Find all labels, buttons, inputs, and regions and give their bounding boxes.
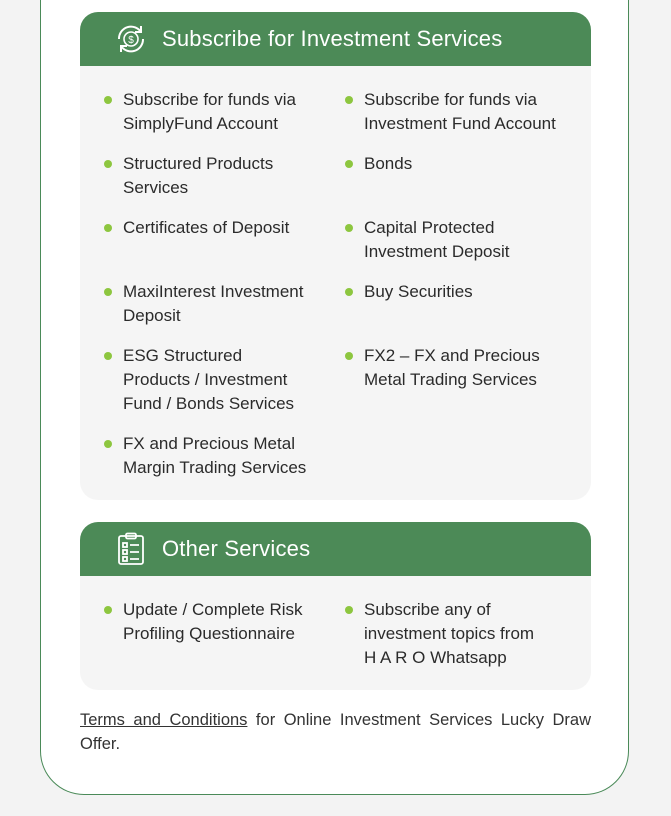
bullet [345,160,353,168]
service-item[interactable]: Bonds [345,152,591,200]
bullet [104,96,112,104]
other-services-card [80,522,591,690]
service-item[interactable]: Subscribe for funds via SimplyFund Account [104,88,345,136]
bullet [345,352,353,360]
investment-services-header [80,12,591,66]
footer-text: for Online Investment Services Lucky Draw Offer. [80,711,591,753]
service-item[interactable]: Buy Securities [345,280,591,328]
terms-link[interactable]: Terms and Conditions [80,711,248,729]
service-item[interactable]: FX2 – FX and Precious Metal Trading Services [345,344,591,416]
service-item[interactable]: Subscribe any of investment topics from H A R O Whatsapp [345,598,591,670]
bullet [104,224,112,232]
bullet [104,288,112,296]
service-item[interactable]: Update / Complete Risk Profiling Questionnaire [104,598,345,670]
bullet [345,224,353,232]
service-item[interactable]: FX and Precious Metal Margin Trading Services [104,432,345,480]
other-services-title: Other Services [162,536,311,561]
bullet [104,440,112,448]
service-item[interactable]: Subscribe for funds via Investment Fund Account [345,88,591,136]
service-item[interactable]: MaxiInterest Investment Deposit [104,280,345,328]
bullet [104,160,112,168]
svg-text:$: $ [128,35,134,46]
investment-services-title: Subscribe for Investment Services [162,26,503,51]
service-item[interactable]: Structured Products Services [104,152,345,200]
checklist-icon [114,532,148,566]
service-item[interactable]: Capital Protected Investment Deposit [345,216,591,264]
terms-footer [80,708,591,756]
bullet [104,606,112,614]
bullet [104,352,112,360]
dollar-refresh-icon [114,22,148,56]
bullet [345,606,353,614]
other-services-header [80,522,591,576]
service-item[interactable]: Certificates of Deposit [104,216,345,264]
investment-services-card [80,12,591,500]
bullet [345,288,353,296]
service-item[interactable]: ESG Structured Products / Investment Fund / Bonds Services [104,344,345,416]
bullet [345,96,353,104]
